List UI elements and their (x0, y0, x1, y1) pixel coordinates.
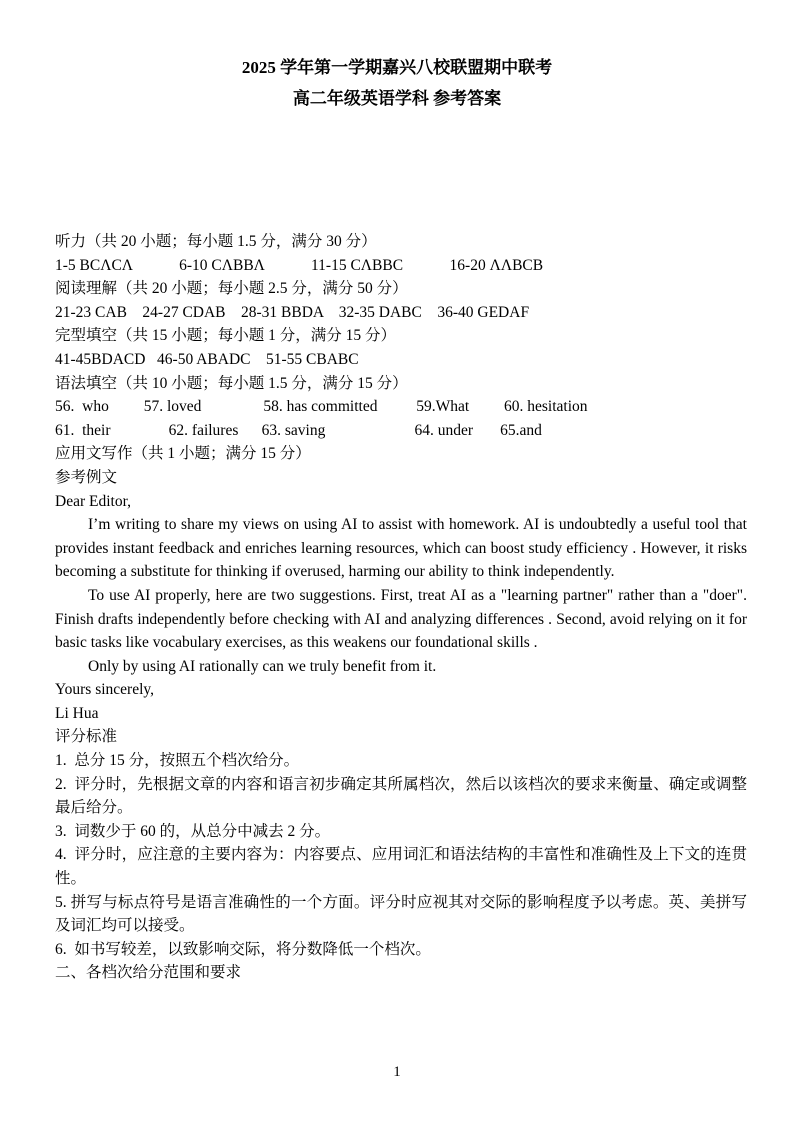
document-title-line-2: 高二年级英语学科 参考答案 (292, 89, 502, 108)
doc-line: 阅读理解（共 20 小题；每小题 2.5 分，满分 50 分） (55, 280, 408, 298)
doc-line: 41-45BDACD 46-50 ABADC 51-55 CBABC (55, 350, 359, 368)
doc-line: 6. 如书写较差，以致影响交际，将分数降低一个档次。 (55, 940, 431, 958)
doc-line: 参考例文 (55, 468, 118, 486)
document-header (0, 52, 794, 114)
page-number: 1 (393, 1064, 401, 1080)
doc-line: 2. 评分时，先根据文章的内容和语言初步确定其所属档次，然后以该档次的要求来衡量、确定或调整最后给分。 (55, 775, 747, 817)
doc-line: 评分标准 (55, 728, 118, 746)
doc-line: Dear Editor, (55, 492, 131, 510)
document-title-line-1: 2025 学年第一学期嘉兴八校联盟期中联考 (241, 58, 553, 77)
doc-line: To use AI properly, here are two suggestions. First, treat AI as a "learning partner" rather than a "doer". Finish drafts independently before checking with AI and analyzing differences . Second, avoid relying on it for basic tasks like vocabulary exercises, as this weakens our foundational skills . (55, 586, 751, 652)
doc-line: 应用文写作（共 1 小题；满分 15 分） (55, 445, 311, 463)
doc-line: 5. 拼写与标点符号是语言准确性的一个方面。评分时应视其对交际的影响程度予以考虑。英、美拼写及词汇均可以接受。 (55, 893, 747, 935)
doc-line: 完型填空（共 15 小题；每小题 1 分，满分 15 分） (55, 327, 397, 345)
doc-line: Only by using AI rationally can we truly benefit from it. (88, 657, 437, 675)
doc-line: I’m writing to share my views on using AI to assist with homework. AI is undoubtedly a useful tool that provides instant feedback and enriches learning resources, which can boost study efficiency . However, it risks becoming a substitute for thinking if overused, harming our ability to think independently. (55, 516, 751, 581)
doc-line: Li Hua (55, 704, 99, 722)
doc-line: 3. 词数少于 60 的，从总分中减去 2 分。 (55, 822, 331, 840)
doc-line: 1. 总分 15 分，按照五个档次给分。 (55, 752, 300, 770)
doc-line: 61. their 62. failures 63. saving 64. under 65.and (55, 421, 542, 439)
doc-line: 听力（共 20 小题；每小题 1.5 分，满分 30 分） (55, 233, 377, 250)
doc-line: 4. 评分时，应注意的主要内容为：内容要点、应用词汇和语法结构的丰富性和准确性及上下文的连贯性。 (55, 846, 747, 888)
doc-line: 56. who 57. loved 58. has committed 59.What 60. hesitation (55, 398, 588, 416)
doc-line: 21-23 CAB 24-27 CDAB 28-31 BBDA 32-35 DABC 36-40 GEDAF (55, 303, 530, 321)
doc-line: Yours sincerely, (55, 681, 155, 699)
document-body (55, 230, 751, 985)
doc-line: 1-5 BCΛCΛ 6-10 CΛBBΛ 11-15 CΛBBC 16-20 ΛΛBCB (55, 256, 544, 274)
doc-line: 二、各档次给分范围和要求 (55, 964, 242, 982)
doc-line: 语法填空（共 10 小题；每小题 1.5 分，满分 15 分） (55, 374, 408, 392)
